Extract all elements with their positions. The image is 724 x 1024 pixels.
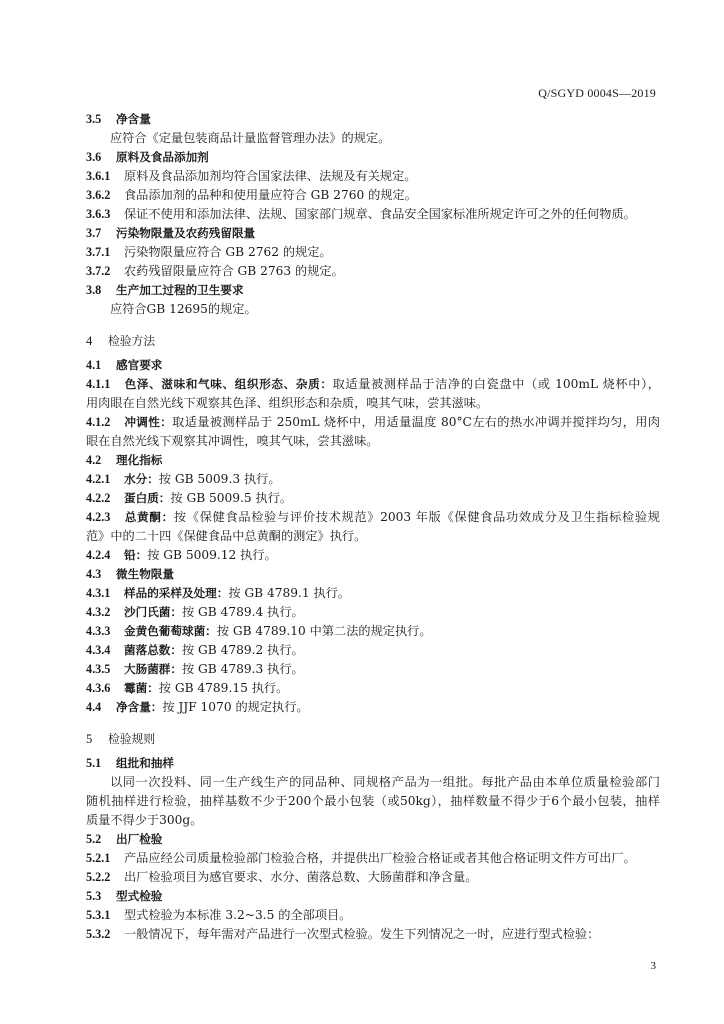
clause-line — [86, 698, 660, 717]
clause-number: 5.3.1 — [86, 908, 111, 922]
clause-number: 4.3.4 — [86, 643, 111, 657]
clause-text: 按 JJF 1070 的规定执行。 — [162, 700, 309, 714]
clause-line — [86, 660, 660, 679]
clause-line — [86, 281, 660, 300]
clause-text: 按 GB 4789.3 执行。 — [181, 662, 304, 676]
paragraph-line: 随机抽样进行检验，抽样基数不少于200个最小包装（或50kg），抽样数量不得少于6个最小包装，抽样 — [86, 794, 660, 808]
clause-title: 样品的采样及处理： — [124, 586, 229, 600]
clause-title: 组批和抽样 — [116, 756, 174, 770]
clause-line — [86, 603, 660, 622]
clause-line — [86, 754, 660, 773]
clause-line — [86, 451, 660, 470]
clause-text: 型式检验为本标准 3.2~3.5 的全部项目。 — [124, 908, 352, 922]
clause-title: 出厂检验 — [116, 832, 163, 846]
clause-title: 铅： — [124, 548, 148, 562]
clause-text: 取适量被测样品于 250mL 烧杯中，用适量温度 80°C左右的热水冲调并搅拌均匀，用肉 — [172, 415, 660, 429]
paragraph-line: 用肉眼在自然光线下观察其色泽、组织形态和杂质，嗅其气味，尝其滋味。 — [86, 396, 489, 410]
clause-number: 3.6.3 — [86, 207, 111, 221]
clause-title: 理化指标 — [116, 453, 163, 467]
clause-number: 4.2.1 — [86, 472, 111, 486]
clause-title: 大肠菌群： — [124, 662, 182, 676]
clause-number: 4.2.4 — [86, 548, 111, 562]
clause-line — [86, 679, 660, 698]
clause-line — [86, 584, 660, 603]
clause-title: 金黄色葡萄球菌： — [124, 624, 217, 638]
clause-title: 污染物限量及农药残留限量 — [116, 226, 256, 240]
clause-number: 4.3.5 — [86, 662, 111, 676]
clause-text: 取适量被测样品于洁净的白瓷盘中（或 100mL 烧杯中）， — [332, 377, 660, 391]
clause-line — [86, 830, 660, 849]
clause-line — [86, 470, 660, 489]
paragraph-line: 眼在自然光线下观察其冲调性，嗅其气味，尝其滋味。 — [86, 434, 379, 448]
clause-number: 5.2.2 — [86, 870, 111, 884]
chapter-title: 检验方法 — [108, 334, 156, 348]
clause-title: 菌落总数： — [124, 643, 182, 657]
clause-title: 水分： — [124, 472, 159, 486]
chapter-number: 5 — [86, 732, 93, 746]
clause-title: 净含量： — [116, 700, 163, 714]
clause-line — [86, 375, 660, 394]
clause-number: 3.8 — [86, 283, 102, 297]
clause-title: 净含量 — [116, 112, 151, 126]
clause-line — [86, 868, 660, 887]
clause-text: 按 GB 4789.4 执行。 — [181, 605, 304, 619]
clause-number: 4.1 — [86, 358, 102, 372]
standard-code: Q/SGYD 0004S—2019 — [538, 86, 656, 100]
clause-number: 4.1.1 — [86, 377, 111, 391]
paragraph-line: 应符合《定量包装商品计量监督管理办法》的规定。 — [110, 131, 391, 145]
clause-text: 按 GB 4789.2 执行。 — [181, 643, 304, 657]
clause-text: 按 GB 5009.5 执行。 — [170, 491, 293, 505]
clause-line — [86, 489, 660, 508]
clause-number: 5.2 — [86, 832, 102, 846]
clause-number: 4.2 — [86, 453, 102, 467]
clause-text: 按 GB 5009.3 执行。 — [158, 472, 281, 486]
clause-title: 原料及食品添加剂 — [116, 150, 209, 164]
clause-title: 总黄酮： — [124, 510, 174, 524]
clause-number: 5.2.1 — [86, 851, 111, 865]
clause-title: 蛋白质： — [124, 491, 171, 505]
clause-text: 出厂检验项目为感官要求、水分、菌落总数、大肠菌群和净含量。 — [124, 870, 478, 884]
clause-number: 3.5 — [86, 112, 102, 126]
clause-text: 按 GB 5009.12 执行。 — [147, 548, 277, 562]
clause-text: 按《保健食品检验与评价技术规范》2003 年版《保健食品功效成分及卫生指标检验规 — [173, 510, 660, 524]
clause-number: 3.6 — [86, 150, 102, 164]
chapter-number: 4 — [86, 334, 93, 348]
clause-line — [86, 186, 660, 205]
chapter-heading — [86, 729, 660, 749]
clause-line — [86, 925, 660, 944]
clause-title: 感官要求 — [116, 358, 163, 372]
document-body — [86, 110, 660, 944]
clause-title: 冲调性： — [124, 415, 173, 429]
clause-line — [86, 546, 660, 565]
clause-line — [86, 167, 660, 186]
clause-number: 4.3.1 — [86, 586, 111, 600]
clause-line — [86, 413, 660, 432]
clause-title: 沙门氏菌： — [124, 605, 182, 619]
clause-text: 按 GB 4789.10 中第二法的规定执行。 — [216, 624, 432, 638]
clause-number: 3.6.1 — [86, 169, 111, 183]
clause-text: 保证不使用和添加法律、法规、国家部门规章、食品安全国家标准所规定许可之外的任何物质。 — [124, 207, 636, 221]
clause-text: 污染物限量应符合 GB 2762 的规定。 — [124, 245, 332, 259]
clause-line — [86, 622, 660, 641]
chapter-heading — [86, 331, 660, 351]
clause-number: 3.7.2 — [86, 264, 111, 278]
clause-number: 5.3.2 — [86, 927, 111, 941]
clause-line — [86, 243, 660, 262]
clause-number: 4.2.3 — [86, 510, 111, 524]
paragraph-line: 质量不得少于300g。 — [86, 813, 203, 827]
paragraph-line: 范》中的二十四《保健食品中总黄酮的测定》执行。 — [86, 529, 367, 543]
clause-number: 5.3 — [86, 889, 102, 903]
clause-line — [86, 148, 660, 167]
clause-number: 4.4 — [86, 700, 102, 714]
clause-title: 型式检验 — [116, 889, 163, 903]
clause-number: 3.7 — [86, 226, 102, 240]
clause-text: 产品应经公司质量检验部门检验合格，并提供出厂检验合格证或者其他合格证明文件方可出厂。 — [124, 851, 636, 865]
clause-text: 农药残留限量应符合 GB 2763 的规定。 — [124, 264, 344, 278]
clause-number: 4.3.2 — [86, 605, 111, 619]
clause-number: 3.6.2 — [86, 188, 111, 202]
clause-line — [86, 641, 660, 660]
clause-number: 4.1.2 — [86, 415, 111, 429]
clause-text: 原料及食品添加剂均符合国家法律、法规及有关规定。 — [124, 169, 417, 183]
clause-number: 3.7.1 — [86, 245, 111, 259]
clause-number: 5.1 — [86, 756, 102, 770]
clause-line — [86, 356, 660, 375]
clause-line — [86, 224, 660, 243]
clause-text: 一般情况下，每年需对产品进行一次型式检验。发生下列情况之一时，应进行型式检验： — [124, 927, 600, 941]
clause-line — [86, 906, 660, 925]
clause-line — [86, 262, 660, 281]
clause-number: 4.2.2 — [86, 491, 111, 505]
clause-title: 色泽、滋味和气味、组织形态、杂质： — [124, 377, 333, 391]
clause-text: 按 GB 4789.15 执行。 — [158, 681, 289, 695]
page-number: 3 — [650, 960, 656, 972]
clause-title: 微生物限量 — [116, 567, 174, 581]
clause-title: 霉菌： — [124, 681, 159, 695]
paragraph-line: 以同一次投料、同一生产线生产的同品种、同规格产品为一组批。每批产品由本单位质量检验部门 — [110, 775, 660, 789]
clause-line — [86, 508, 660, 527]
clause-line — [86, 205, 660, 224]
clause-number: 4.3 — [86, 567, 102, 581]
clause-title: 生产加工过程的卫生要求 — [116, 283, 244, 297]
clause-number: 4.3.6 — [86, 681, 111, 695]
clause-line — [86, 565, 660, 584]
chapter-title: 检验规则 — [108, 732, 156, 746]
clause-line — [86, 887, 660, 906]
clause-line — [86, 849, 660, 868]
clause-line — [86, 110, 660, 129]
clause-text: 食品添加剂的品种和使用量应符合 GB 2760 的规定。 — [124, 188, 417, 202]
paragraph-line: 应符合GB 12695的规定。 — [110, 302, 257, 316]
clause-number: 4.3.3 — [86, 624, 111, 638]
clause-text: 按 GB 4789.1 执行。 — [228, 586, 351, 600]
